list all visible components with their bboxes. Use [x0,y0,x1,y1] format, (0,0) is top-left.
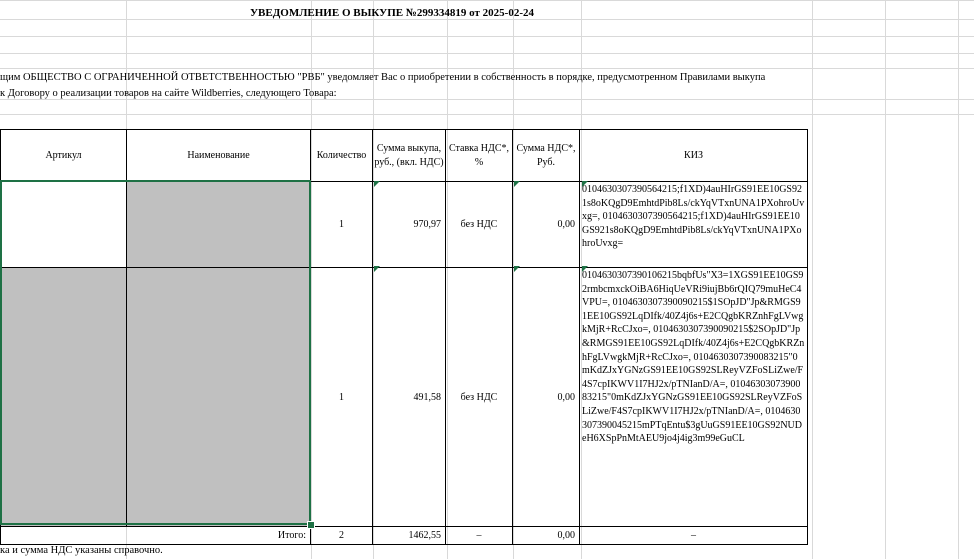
footnote: ка и сумма НДС указаны справочно. [0,545,163,556]
total-kiz[interactable]: – [580,527,808,545]
cell-indicator-icon [514,181,520,187]
cell-indicator-icon [374,181,380,187]
cell-rate[interactable]: без НДС [446,268,513,527]
notice-paragraph-line-2: к Договору о реализации товаров на сайте Wildberries, следующего Товара: [0,88,337,99]
total-empty-cell[interactable] [1,527,127,545]
total-label[interactable]: Итого: [127,527,311,545]
notice-title: УВЕДОМЛЕНИЕ О ВЫКУПЕ №299334819 от 2025-02-24 [249,7,535,19]
cell-kiz[interactable]: 0104630307390564215;f1XD)4auHIrGS91EE10GS921s8oKQgD9EmhtdPib8Ls/ckYqVTxnUNA1PXohroUvxg=, 0104630307390564215;f1XD)4auHIrGS91EE10GS921s8oKQgD9EmhtdPib8Ls/ckYqVTxnUNA1PXohroUvxg= [580,182,808,268]
cell-name-redacted[interactable] [127,182,311,268]
table-row [1,268,808,527]
notice-paragraph [0,70,812,102]
cell-article[interactable] [1,182,127,268]
table-header-row [1,130,808,182]
fill-handle[interactable] [307,521,315,529]
cell-name-redacted[interactable] [127,268,311,527]
cell-sum[interactable]: 970,97 [373,182,446,268]
total-qty[interactable]: 2 [311,527,373,545]
total-rate[interactable]: – [446,527,513,545]
total-nds[interactable]: 0,00 [513,527,580,545]
cell-nds[interactable]: 0,00 [513,182,580,268]
header-name[interactable]: Наименование [127,130,311,182]
header-article[interactable]: Артикул [1,130,127,182]
header-sum[interactable]: Сумма выкупа, руб., (вкл. НДС) [373,130,446,182]
header-nds[interactable]: Сумма НДС*, Руб. [513,130,580,182]
cell-kiz[interactable]: 0104630307390106215bqbfUs"X3=1XGS91EE10GS92rmbcmxckOiBA6HiqUeVRi9iujBb6rQIQ79muHeC4VPU=, 0104630307390090215$1SOpJD"Jp&RMGS91EE10GS92LqDIfk/40Z4j6s+E2CQgbKRZnhFgLVwgkMjR+RcCJxo=, 0104630307390090215$2SOpJD"Jp&RMGS91EE10GS92LqDIfk/40Z4j6s+E2CQgbKRZnhFgLVwgkMjR+RcCJxo=, 0104630307390083215"0mKdZJxYGNzGS91EE10GS92SLReyVZFoSLiZwe/F4S7cpIKWV1I7HJ2x/pTNIanD/A=, 0104630307390083215"0mKdZJxYGNzGS91EE10GS92SLReyVZFoSLiZwe/F4S7cpIKWV1I7HJ2x/pTNIanD/A=, 0104630307390045215mPTqEntu$3gUuGS91EE10GS92NUDeH6XSpPnMtAEU9jo4j4ig3m99eGuCL [580,268,808,527]
cell-sum[interactable]: 491,58 [373,268,446,527]
cell-indicator-icon [582,266,588,272]
header-qty[interactable]: Количество [311,130,373,182]
cell-indicator-icon [374,266,380,272]
notice-paragraph-line-1: щим ОБЩЕСТВО С ОГРАНИЧЕННОЙ ОТВЕТСТВЕННОСТЬЮ "РВБ" уведомляет Вас о приобретении в собственность в порядке, предусмотренном Правилами выкупа [0,72,766,83]
total-sum[interactable]: 1462,55 [373,527,446,545]
cell-rate[interactable]: без НДС [446,182,513,268]
cell-article-redacted[interactable] [1,268,127,527]
cell-qty[interactable]: 1 [311,268,373,527]
goods-table [0,129,808,545]
total-row [1,527,808,545]
header-kiz[interactable]: КИЗ [580,130,808,182]
cell-qty[interactable]: 1 [311,182,373,268]
header-rate[interactable]: Ставка НДС*, % [446,130,513,182]
cell-indicator-icon [514,266,520,272]
table-row [1,182,808,268]
cell-indicator-icon [582,181,588,187]
cell-nds[interactable]: 0,00 [513,268,580,527]
